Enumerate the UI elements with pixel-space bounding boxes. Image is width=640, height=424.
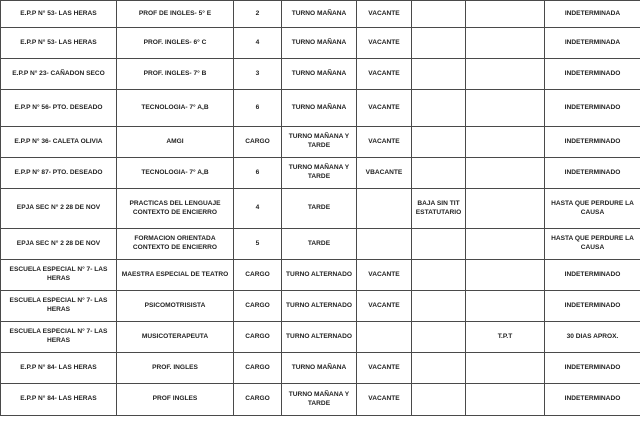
table-row: [1, 127, 640, 158]
duration-cell: 30 DIAS APROX.: [545, 322, 640, 353]
shift-cell: TURNO ALTERNADO: [282, 291, 357, 322]
school-cell: E.P.P N° 36- CALETA OLIVIA: [1, 127, 117, 158]
duration-cell: INDETERMINADO: [545, 291, 640, 322]
reason-cell: [412, 384, 466, 416]
table-row: [1, 322, 640, 353]
shift-cell: TURNO ALTERNADO: [282, 322, 357, 353]
extra-cell: [466, 127, 545, 158]
shift-cell: TARDE: [282, 189, 357, 229]
hours-cell: 4: [234, 189, 282, 229]
position-cell: PROF. INGLES- 7° B: [117, 59, 234, 90]
extra-cell: [466, 1, 545, 28]
extra-cell: [466, 291, 545, 322]
status-cell: [357, 322, 412, 353]
status-cell: VACANTE: [357, 59, 412, 90]
shift-cell: TARDE: [282, 229, 357, 260]
school-cell: E.P.P N° 84- LAS HERAS: [1, 384, 117, 416]
extra-cell: [466, 189, 545, 229]
reason-cell: [412, 353, 466, 384]
shift-cell: TURNO MAÑANA: [282, 59, 357, 90]
extra-cell: [466, 90, 545, 127]
position-cell: PROF. INGLES: [117, 353, 234, 384]
table-row: [1, 291, 640, 322]
school-cell: E.P.P N° 23- CAÑADON SECO: [1, 59, 117, 90]
duration-cell: INDETERMINADO: [545, 158, 640, 189]
position-cell: MUSICOTERAPEUTA: [117, 322, 234, 353]
shift-cell: TURNO MAÑANA: [282, 353, 357, 384]
position-cell: TECNOLOGIA- 7° A,B: [117, 90, 234, 127]
table-row: [1, 189, 640, 229]
extra-cell: [466, 28, 545, 59]
status-cell: VACANTE: [357, 260, 412, 291]
hours-cell: 6: [234, 158, 282, 189]
status-cell: VACANTE: [357, 90, 412, 127]
shift-cell: TURNO MAÑANA: [282, 28, 357, 59]
school-cell: E.P.P N° 56- PTO. DESEADO: [1, 90, 117, 127]
status-cell: VACANTE: [357, 28, 412, 59]
hours-cell: 6: [234, 90, 282, 127]
extra-cell: [466, 260, 545, 291]
hours-cell: CARGO: [234, 322, 282, 353]
duration-cell: INDETERMINADA: [545, 1, 640, 28]
table-row: [1, 59, 640, 90]
school-cell: E.P.P N° 87- PTO. DESEADO: [1, 158, 117, 189]
hours-cell: 5: [234, 229, 282, 260]
extra-cell: [466, 229, 545, 260]
status-cell: VACANTE: [357, 353, 412, 384]
duration-cell: INDETERMINADO: [545, 59, 640, 90]
school-cell: E.P.P N° 53- LAS HERAS: [1, 28, 117, 59]
reason-cell: [412, 291, 466, 322]
duration-cell: HASTA QUE PERDURE LA CAUSA: [545, 229, 640, 260]
reason-cell: [412, 229, 466, 260]
shift-cell: TURNO MAÑANA: [282, 90, 357, 127]
table-row: [1, 1, 640, 28]
position-cell: PROF DE INGLES- 5° E: [117, 1, 234, 28]
reason-cell: [412, 28, 466, 59]
hours-cell: 2: [234, 1, 282, 28]
status-cell: VACANTE: [357, 384, 412, 416]
position-cell: PSICOMOTRISISTA: [117, 291, 234, 322]
position-cell: TECNOLOGIA- 7° A,B: [117, 158, 234, 189]
position-cell: PROF INGLES: [117, 384, 234, 416]
position-cell: PRACTICAS DEL LENGUAJE CONTEXTO DE ENCIERRO: [117, 189, 234, 229]
reason-cell: [412, 59, 466, 90]
extra-cell: [466, 158, 545, 189]
shift-cell: TURNO ALTERNADO: [282, 260, 357, 291]
school-cell: EPJA SEC N° 2 28 DE NOV: [1, 189, 117, 229]
school-cell: ESCUELA ESPECIAL N° 7- LAS HERAS: [1, 260, 117, 291]
hours-cell: CARGO: [234, 260, 282, 291]
table-row: [1, 384, 640, 416]
shift-cell: TURNO MAÑANA Y TARDE: [282, 127, 357, 158]
reason-cell: [412, 322, 466, 353]
hours-cell: 4: [234, 28, 282, 59]
school-cell: ESCUELA ESPECIAL N° 7- LAS HERAS: [1, 291, 117, 322]
table-row: [1, 260, 640, 291]
reason-cell: [412, 158, 466, 189]
extra-cell: [466, 353, 545, 384]
vacancy-table-body: [1, 1, 640, 416]
position-cell: MAESTRA ESPECIAL DE TEATRO: [117, 260, 234, 291]
extra-cell: [466, 59, 545, 90]
table-row: [1, 353, 640, 384]
status-cell: [357, 189, 412, 229]
duration-cell: INDETERMINADO: [545, 384, 640, 416]
hours-cell: CARGO: [234, 353, 282, 384]
hours-cell: CARGO: [234, 127, 282, 158]
duration-cell: HASTA QUE PERDURE LA CAUSA: [545, 189, 640, 229]
status-cell: [357, 229, 412, 260]
school-cell: EPJA SEC N° 2 28 DE NOV: [1, 229, 117, 260]
shift-cell: TURNO MAÑANA Y TARDE: [282, 158, 357, 189]
status-cell: VACANTE: [357, 291, 412, 322]
position-cell: PROF. INGLES- 6° C: [117, 28, 234, 59]
duration-cell: INDETERMINADA: [545, 28, 640, 59]
reason-cell: [412, 90, 466, 127]
extra-cell: [466, 384, 545, 416]
reason-cell: BAJA SIN TIT ESTATUTARIO: [412, 189, 466, 229]
hours-cell: CARGO: [234, 384, 282, 416]
status-cell: VBACANTE: [357, 158, 412, 189]
hours-cell: 3: [234, 59, 282, 90]
status-cell: VACANTE: [357, 127, 412, 158]
shift-cell: TURNO MAÑANA Y TARDE: [282, 384, 357, 416]
duration-cell: INDETERMINADO: [545, 260, 640, 291]
position-cell: AMGI: [117, 127, 234, 158]
hours-cell: CARGO: [234, 291, 282, 322]
table-row: [1, 28, 640, 59]
status-cell: VACANTE: [357, 1, 412, 28]
extra-cell: T.P.T: [466, 322, 545, 353]
table-row: [1, 90, 640, 127]
school-cell: E.P.P N° 84- LAS HERAS: [1, 353, 117, 384]
position-cell: FORMACION ORIENTADA CONTEXTO DE ENCIERRO: [117, 229, 234, 260]
school-cell: ESCUELA ESPECIAL N° 7- LAS HERAS: [1, 322, 117, 353]
school-cell: E.P.P N° 53- LAS HERAS: [1, 1, 117, 28]
table-row: [1, 229, 640, 260]
reason-cell: [412, 127, 466, 158]
duration-cell: INDETERMINADO: [545, 90, 640, 127]
duration-cell: INDETERMINADO: [545, 353, 640, 384]
reason-cell: [412, 1, 466, 28]
duration-cell: INDETERMINADO: [545, 127, 640, 158]
reason-cell: [412, 260, 466, 291]
shift-cell: TURNO MAÑANA: [282, 1, 357, 28]
table-row: [1, 158, 640, 189]
